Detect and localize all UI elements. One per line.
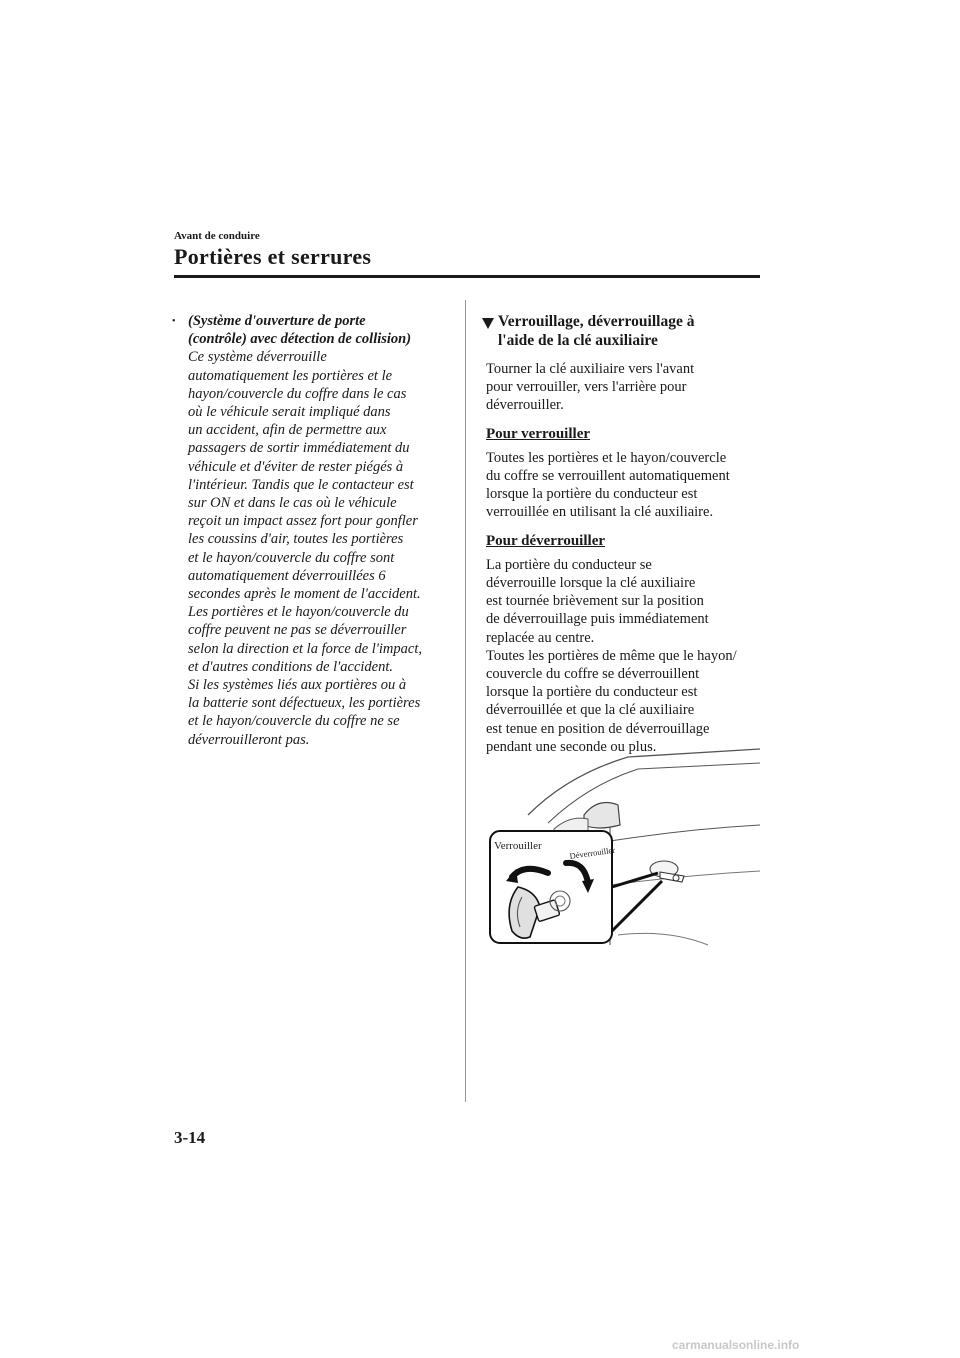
text-line: reçoit un impact assez fort pour gonfler xyxy=(188,513,418,530)
text-line: déverrouiller. xyxy=(486,397,564,414)
text-line: est tenue en position de déverrouillage xyxy=(486,720,710,737)
text-line: hayon/couvercle du coffre dans le cas xyxy=(188,385,407,402)
text-line: et d'autres conditions de l'accident. xyxy=(188,658,393,675)
unlock-paragraph xyxy=(486,556,764,756)
page-number: 3-14 xyxy=(174,1128,206,1147)
heading-line: l'aide de la clé auxiliaire xyxy=(498,331,658,349)
text-line: la batterie sont défectueux, les portières xyxy=(188,695,421,712)
unlock-subheading: Pour déverrouiller xyxy=(486,532,606,549)
text-line: couvercle du coffre se déverrouillent xyxy=(486,666,700,683)
lock-paragraph xyxy=(486,449,764,522)
callout-line xyxy=(612,881,662,931)
heading-line: Verrouillage, déverrouillage à xyxy=(498,313,695,330)
text-line: l'intérieur. Tandis que le contacteur est xyxy=(188,476,414,493)
bullet-title xyxy=(188,312,422,348)
text-line: Toutes les portières de même que le hayon/ xyxy=(486,647,737,664)
bullet-title-line: (contrôle) avec détection de collision) xyxy=(188,331,412,348)
text-line: déverrouille lorsque la clé auxiliaire xyxy=(486,575,696,592)
watermark: carmanualsonline.info xyxy=(672,1338,800,1352)
section-heading xyxy=(482,313,764,350)
section-label: Avant de conduire xyxy=(174,230,260,242)
text-line: du coffre se verrouillent automatiquement xyxy=(486,468,730,485)
title-rule xyxy=(174,275,760,278)
bullet-title-line: (Système d'ouverture de porte xyxy=(188,313,366,329)
bullet-body xyxy=(188,312,422,749)
text-line: Ce système déverrouille xyxy=(188,349,327,366)
text-line: et le hayon/couvercle du coffre sont xyxy=(188,549,395,566)
text-line: sur ON et dans le cas où le véhicule xyxy=(188,495,397,512)
text-line: passagers de sortir immédiatement du xyxy=(188,440,410,457)
lock-subheading: Pour verrouiller xyxy=(486,425,591,442)
right-column xyxy=(486,313,764,756)
side-mirror xyxy=(584,803,620,828)
key-lock-illustration xyxy=(488,745,760,950)
roof-line xyxy=(528,749,760,815)
triangle-down-icon xyxy=(482,318,494,329)
key-in-door xyxy=(660,872,684,882)
text-line: déverrouillée et que la clé auxiliaire xyxy=(486,702,695,719)
text-line: véhicule et d'éviter de rester piégés à xyxy=(188,458,404,475)
text-line: verrouillée en utilisant la clé auxiliaire. xyxy=(486,504,714,521)
text-line: les coussins d'air, toutes les portières xyxy=(188,531,404,548)
text-line: selon la direction et la force de l'impact, xyxy=(188,640,422,657)
text-line: Toutes les portières et le hayon/couvercle xyxy=(486,449,727,466)
text-line: est tournée brièvement sur la position xyxy=(486,593,704,610)
door-crease-line xyxy=(610,871,760,885)
text-line: Tourner la clé auxiliaire vers l'avant xyxy=(486,361,695,377)
intro-paragraph xyxy=(486,360,764,415)
window-frame-line xyxy=(548,763,760,823)
section-heading-text xyxy=(498,313,694,350)
bullet-item xyxy=(172,312,457,749)
bullet-text xyxy=(188,348,422,748)
text-line: Les portières et le hayon/couvercle du xyxy=(188,604,409,621)
text-line: coffre peuvent ne pas se déverrouiller xyxy=(188,622,407,639)
text-line: automatiquement déverrouillées 6 xyxy=(188,567,386,584)
lock-label: Verrouiller xyxy=(494,840,542,852)
text-line: déverrouilleront pas. xyxy=(188,731,310,748)
text-line: secondes après le moment de l'accident. xyxy=(188,586,421,603)
chapter-title: Portières et serrures xyxy=(174,244,372,269)
text-line: pour verrouiller, vers l'arrière pour xyxy=(486,379,687,396)
text-line: lorsque la portière du conducteur est xyxy=(486,486,698,503)
text-line: où le véhicule serait impliqué dans xyxy=(188,404,391,421)
text-line: Si les systèmes liés aux portières ou à xyxy=(188,677,407,694)
text-line: de déverrouillage puis immédiatement xyxy=(486,611,709,628)
door-bottom-line xyxy=(618,933,708,945)
left-column xyxy=(172,312,457,749)
text-line: lorsque la portière du conducteur est xyxy=(486,684,698,701)
bullet-icon: • xyxy=(172,316,176,327)
text-line: automatiquement les portières et le xyxy=(188,367,393,384)
text-line: replacée au centre. xyxy=(486,629,595,646)
text-line: pendant une seconde ou plus. xyxy=(486,738,657,755)
text-line: et le hayon/couvercle du coffre ne se xyxy=(188,713,400,730)
text-line: La portière du conducteur se xyxy=(486,556,652,573)
belt-line xyxy=(610,825,760,841)
text-line: un accident, afin de permettre aux xyxy=(188,422,387,439)
column-divider xyxy=(465,300,466,1102)
unlock-label: Déverrouiller xyxy=(568,844,616,861)
